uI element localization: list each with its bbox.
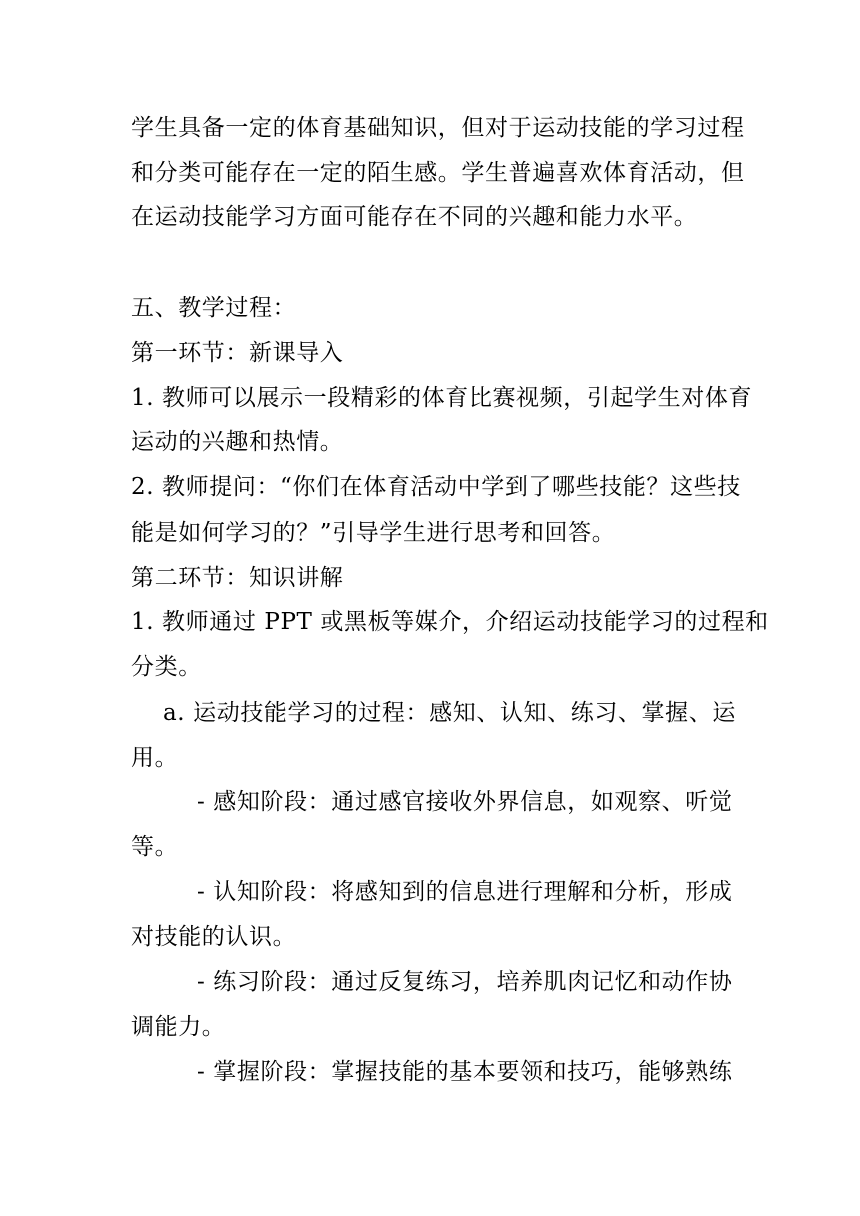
stage-one-heading: 第一环节：新课导入 <box>131 340 344 366</box>
list-item-line: 运动的兴趣和热情。 <box>131 429 344 455</box>
paragraph-line: 学生具备一定的体育基础知识，但对于运动技能的学习过程 <box>131 115 745 141</box>
bullet-line: - 认知阶段：将感知到的信息进行理解和分析，形成 <box>197 879 733 905</box>
bullet-line: 对技能的认识。 <box>131 924 297 950</box>
bullet-line: - 练习阶段：通过反复练习，培养肌肉记忆和动作协 <box>197 969 733 995</box>
bullet-line: - 感知阶段：通过感官接收外界信息，如观察、听觉 <box>197 789 733 815</box>
list-item-line: 分类。 <box>131 654 202 680</box>
paragraph-line: 在运动技能学习方面可能存在不同的兴趣和能力水平。 <box>131 204 698 230</box>
list-item-line: 2. 教师提问：“你们在体育活动中学到了哪些技能？这些技 <box>131 474 741 500</box>
list-item-line: 能是如何学习的？”引导学生进行思考和回答。 <box>131 520 616 546</box>
list-item-line: 1. 教师通过 PPT 或黑板等媒介，介绍运动技能学习的过程和 <box>131 609 769 635</box>
paragraph-line: 和分类可能存在一定的陌生感。学生普遍喜欢体育活动，但 <box>131 160 745 186</box>
sub-item-line: a. 运动技能学习的过程：感知、认知、练习、掌握、运 <box>163 700 736 726</box>
sub-item-line: 用。 <box>131 745 179 771</box>
bullet-line: - 掌握阶段：掌握技能的基本要领和技巧，能够熟练 <box>197 1059 733 1085</box>
bullet-line: 等。 <box>131 834 179 860</box>
list-item-line: 1. 教师可以展示一段精彩的体育比赛视频，引起学生对体育 <box>131 385 753 411</box>
section-heading: 五、教学过程： <box>131 295 297 321</box>
bullet-line: 调能力。 <box>131 1014 226 1040</box>
stage-two-heading: 第二环节：知识讲解 <box>131 565 344 591</box>
